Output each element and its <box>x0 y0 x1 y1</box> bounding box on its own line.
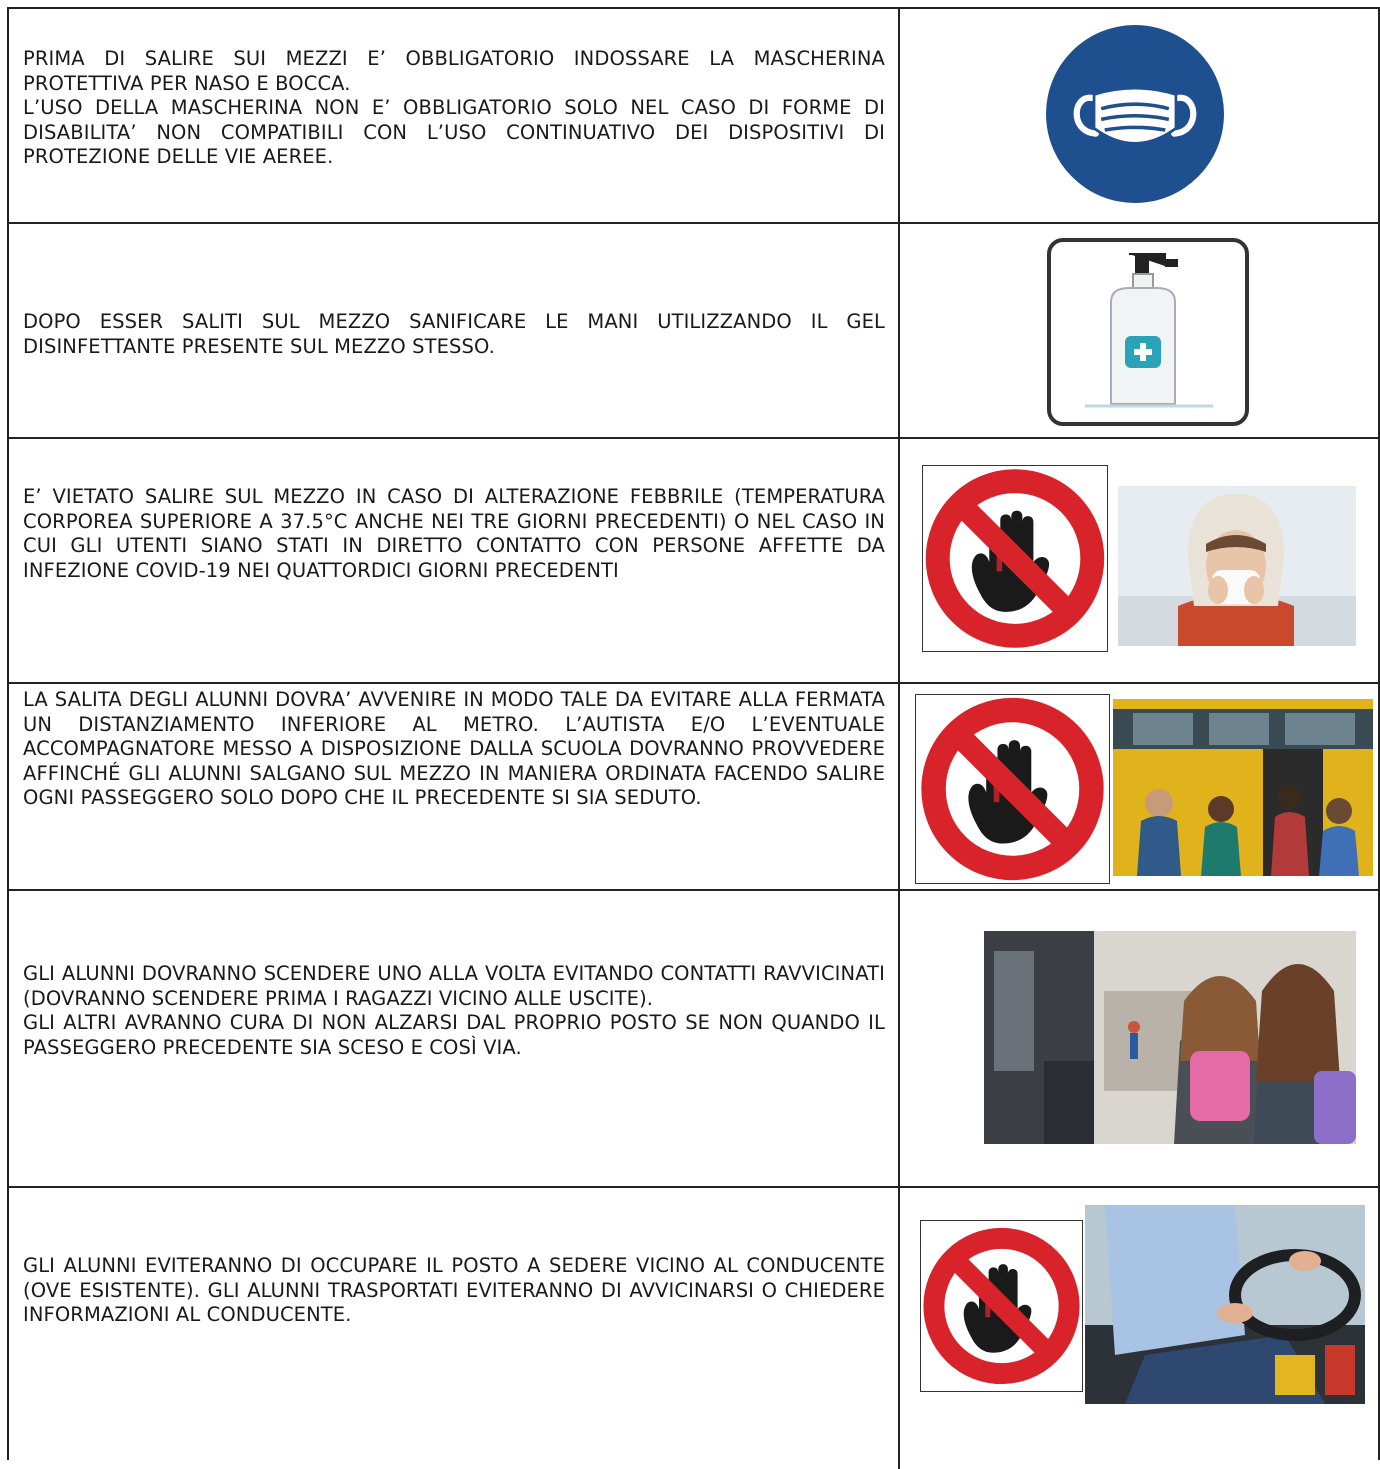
students-exiting-bus-photo <box>984 931 1356 1144</box>
stop-hand-icon <box>922 465 1108 652</box>
rule-paragraph: GLI ALUNNI DOVRANNO SCENDERE UNO ALLA VOLTA EVITANDO CONTATTI RAVVICINATI (DOVRANNO SCENDERE PRIMA I RAGAZZI VICINO ALLE USCITE). <box>23 962 885 1010</box>
stop-hand-icon <box>920 1220 1083 1392</box>
bus-driver-photo <box>1085 1205 1365 1404</box>
rule-paragraph: L’USO DELLA MASCHERINA NON E’ OBBLIGATORIO SOLO NEL CASO DI FORME DI DISABILITA’ NON COMPATIBILI CON L’USO CONTINUATIVO DEI DISPOSITIVI DI PROTEZIONE DELLE VIE AEREE. <box>23 96 885 168</box>
rule-text <box>23 688 885 811</box>
face-mask-icon <box>1046 25 1224 203</box>
rules-table <box>7 7 1380 1460</box>
column-divider <box>898 439 900 682</box>
hand-sanitizer-icon <box>1045 236 1251 428</box>
rule-paragraph: LA SALITA DEGLI ALUNNI DOVRA’ AVVENIRE IN MODO TALE DA EVITARE ALLA FERMATA UN DISTANZIAMENTO INFERIORE AL METRO. L’AUTISTA E/O L’EVENTUALE ACCOMPAGNATORE MESSO A DISPOSIZIONE DALLA SCUOLA DOVRANNO PROVVEDERE AFFINCHÉ GLI ALUNNI SALGANO SUL MEZZO IN MANIERA ORDINATA FACENDO SALIRE OGNI PASSEGGERO SOLO DOPO CHE IL PRECEDENTE SI SIA SEDUTO. <box>23 688 885 809</box>
table-row <box>9 1188 1380 1469</box>
rule-paragraph: E’ VIETATO SALIRE SUL MEZZO IN CASO DI ALTERAZIONE FEBBRILE (TEMPERATURA CORPOREA SUPERIORE A 37.5°C ANCHE NEI TRE GIORNI PRECEDENTI) O NEL CASO IN CUI GLI UTENTI SIANO STATI IN DIRETTO CONTATTO CON PERSONE AFFETTE DA INFEZIONE COVID-19 NEI QUATTORDICI GIORNI PRECEDENTI <box>23 485 885 582</box>
rule-text <box>23 485 885 583</box>
table-row <box>9 224 1380 439</box>
rule-paragraph: GLI ALUNNI EVITERANNO DI OCCUPARE IL POSTO A SEDERE VICINO AL CONDUCENTE (OVE ESISTENTE). GLI ALUNNI TRASPORTATI EVITERANNO DI AVVICINARSI O CHIEDERE INFORMAZIONI AL CONDUCENTE. <box>23 1254 885 1326</box>
table-row <box>9 9 1380 224</box>
column-divider <box>898 891 900 1186</box>
column-divider <box>898 224 900 437</box>
table-row <box>9 684 1380 891</box>
rule-text <box>23 47 885 170</box>
children-boarding-bus-photo <box>1113 699 1373 876</box>
rule-paragraph: GLI ALTRI AVRANNO CURA DI NON ALZARSI DAL PROPRIO POSTO SE NON QUANDO IL PASSEGGERO PRECEDENTE SIA SCESO E COSÌ VIA. <box>23 1011 885 1059</box>
table-row <box>9 891 1380 1188</box>
rule-text <box>23 962 885 1060</box>
table-row <box>9 439 1380 684</box>
column-divider <box>898 9 900 222</box>
sneezing-girl-photo <box>1118 486 1356 646</box>
stop-hand-icon <box>915 694 1110 884</box>
column-divider <box>898 1188 900 1469</box>
rule-paragraph: PRIMA DI SALIRE SUI MEZZI E’ OBBLIGATORIO INDOSSARE LA MASCHERINA PROTETTIVA PER NASO E BOCCA. <box>23 47 885 95</box>
column-divider <box>898 684 900 889</box>
rule-paragraph: DOPO ESSER SALITI SUL MEZZO SANIFICARE LE MANI UTILIZZANDO IL GEL DISINFETTANTE PRESENTE SUL MEZZO STESSO. <box>23 310 885 358</box>
rule-text <box>23 310 885 359</box>
rule-text <box>23 1254 885 1328</box>
